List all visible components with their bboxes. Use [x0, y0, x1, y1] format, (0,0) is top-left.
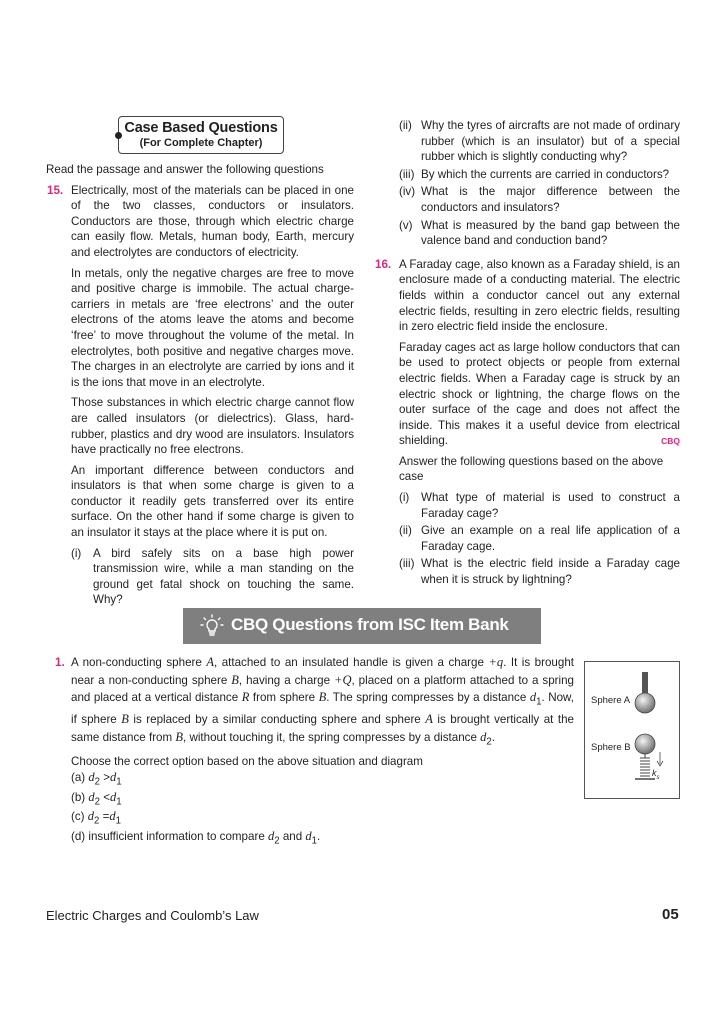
sub-question [399, 523, 680, 554]
question-number: 1. [55, 656, 65, 669]
sub-question-text: By which the currents are carried in conductors? [421, 167, 670, 181]
paragraph: A Faraday cage, also known as a Faraday shield, is an enclosure made of a conducting material. The electric fields within a conductor cancel out any external electric fields, resulting in zero electric fields, resulting in zero electric field inside the enclosure. [399, 257, 680, 334]
question-16 [374, 257, 680, 588]
question-1 [54, 654, 574, 849]
sub-question-text: Give an example on a real life application of a Faraday cage. [421, 524, 680, 553]
left-column [46, 162, 354, 614]
paragraph: In metals, only the negative charges are free to move and positive charge is immobile. The actual charge-carriers in metals are ‘free electrons’ and the outer electrons of the atoms leave the atoms and become ‘free’ to move throughout the volume of the metal. In electrolytes, both positive and negative charges move. The charges in an electrolyte are carried by ions and it is the ions that move in an electrolyte. [71, 266, 354, 389]
sub-question-label: (iii) [399, 167, 415, 181]
option-c: (c) $d_2 =d_1$ [71, 809, 122, 827]
sub-question-label: (i) [399, 491, 410, 505]
sub-question-label: (ii) [399, 119, 412, 132]
option-d: (d) insufficient information to compare $d_2$ and $d_1$. [71, 829, 321, 847]
question-text: A non-conducting sphere A, attached to an insulated handle is given a charge +q. It is brought near a non-conducting sphere B, having a charge +Q, placed on a platform attached to a spring and placed at a vertical distance R from sphere B. The spring compresses by a distance $d_1$. Now, if sphere B is replaced by a similar conducting sphere and sphere A is brought vertically at the same distance from B, without touching it, the spring compresses by a distance $d_2$. [71, 655, 574, 747]
sub-question-text: What is measured by the band gap between the valence band and conduction band? [421, 218, 680, 248]
paragraph: Those substances in which electric charge cannot flow are called insulators (or dielectrics). Glass, hard-rubber, plastics and dry wood are insulators. Insulators have practically no free electrons. [71, 396, 354, 457]
choose-instruction: Choose the correct option based on the above situation and diagram [71, 754, 423, 768]
sub-question [399, 556, 680, 587]
sub-question [399, 184, 680, 215]
sphere-b-label: Sphere B [591, 742, 631, 753]
footer-chapter-title: Electric Charges and Coulomb’s Law [46, 908, 259, 923]
sub-question [71, 546, 354, 608]
cbq-banner [183, 608, 541, 644]
question-number: 16. [375, 257, 392, 271]
spheres-diagram [584, 661, 680, 799]
sub-question-label: (ii) [399, 524, 412, 538]
question-15 [46, 183, 354, 608]
sub-question-label: (v) [399, 218, 413, 232]
question-16-subs [399, 490, 680, 588]
insulated-handle [642, 672, 648, 694]
footer-page-number: 05 [662, 906, 679, 923]
sub-question-text: What is the major difference between the conductors and insulators? [421, 185, 680, 214]
instructions: Read the passage and answer the following questions [46, 163, 324, 176]
paragraph-text: Faraday cages act as large hollow conductors that can be used to protect objects or people from external electric fields. When a Faraday cage is struck by an electric shock or lightning, the charge flows on the outer surface of the cage and does not affect the inside. This makes it a useful device from electrical shielding. [399, 340, 680, 448]
sphere-a-label: Sphere A [591, 695, 631, 706]
sphere-b [635, 734, 655, 754]
case-based-subtitle: (For Complete Chapter) [139, 137, 263, 149]
paragraph: An important difference between conductors and insulators is that when some charge is given to a conductor it readily gets transferred over its entire surface. On the other hand if some charge is given to an insulator it stays at the place where it is put on. [71, 463, 354, 540]
right-column [374, 118, 680, 594]
sub-question-text: A bird safely sits on a base high power transmission wire, while a man standing on the ground get fatal shock on touching the same. Why? [93, 546, 354, 607]
banner-title: CBQ Questions from ISC Item Bank [231, 615, 509, 634]
paragraph: Answer the following questions based on the above case [399, 454, 664, 484]
sub-question [399, 218, 680, 249]
paragraph: Electrically, most of the materials can be placed in one of the two classes, conductors or insulators. Conductors are those, through which electric charge can easily flow. Metals, human body, Earth, mercury and electrolytes are conductors of electricity. [71, 183, 354, 259]
sub-question [399, 118, 680, 165]
sub-question-label: (iv) [399, 185, 416, 199]
sub-question-text: What is the electric field inside a Faraday cage when it is struck by lightning? [421, 557, 680, 587]
question-15-continued [374, 118, 680, 249]
sub-question-text: Why the tyres of aircrafts are not made of ordinary rubber (which is an insulator) but of a special rubber which is slightly conducting why? [421, 119, 680, 164]
spheres-diagram-figure [585, 662, 679, 798]
sub-question [399, 167, 680, 183]
bullet-dot-icon [115, 132, 122, 139]
sphere-a [635, 693, 655, 713]
option-b: (b) $d_2 <d_1$ [71, 789, 122, 808]
sub-question-text: What type of material is used to construct a Faraday cage? [421, 491, 680, 520]
sub-question-label: (i) [71, 546, 82, 560]
sub-question-label: (iii) [399, 557, 415, 571]
sub-question [399, 490, 680, 521]
lightbulb-icon [199, 613, 225, 639]
option-a: (a) $d_2 >d_1$ [71, 770, 122, 788]
spring-constant-label: $k_s$ [652, 768, 660, 781]
cbq-question-1 [54, 654, 574, 855]
case-based-heading-box [118, 116, 284, 154]
question-number: 15. [47, 183, 64, 197]
spring-icon [640, 758, 650, 776]
paragraph [399, 340, 680, 449]
cbq-tag: CBQ [661, 436, 680, 447]
case-based-title: Case Based Questions [124, 120, 278, 136]
